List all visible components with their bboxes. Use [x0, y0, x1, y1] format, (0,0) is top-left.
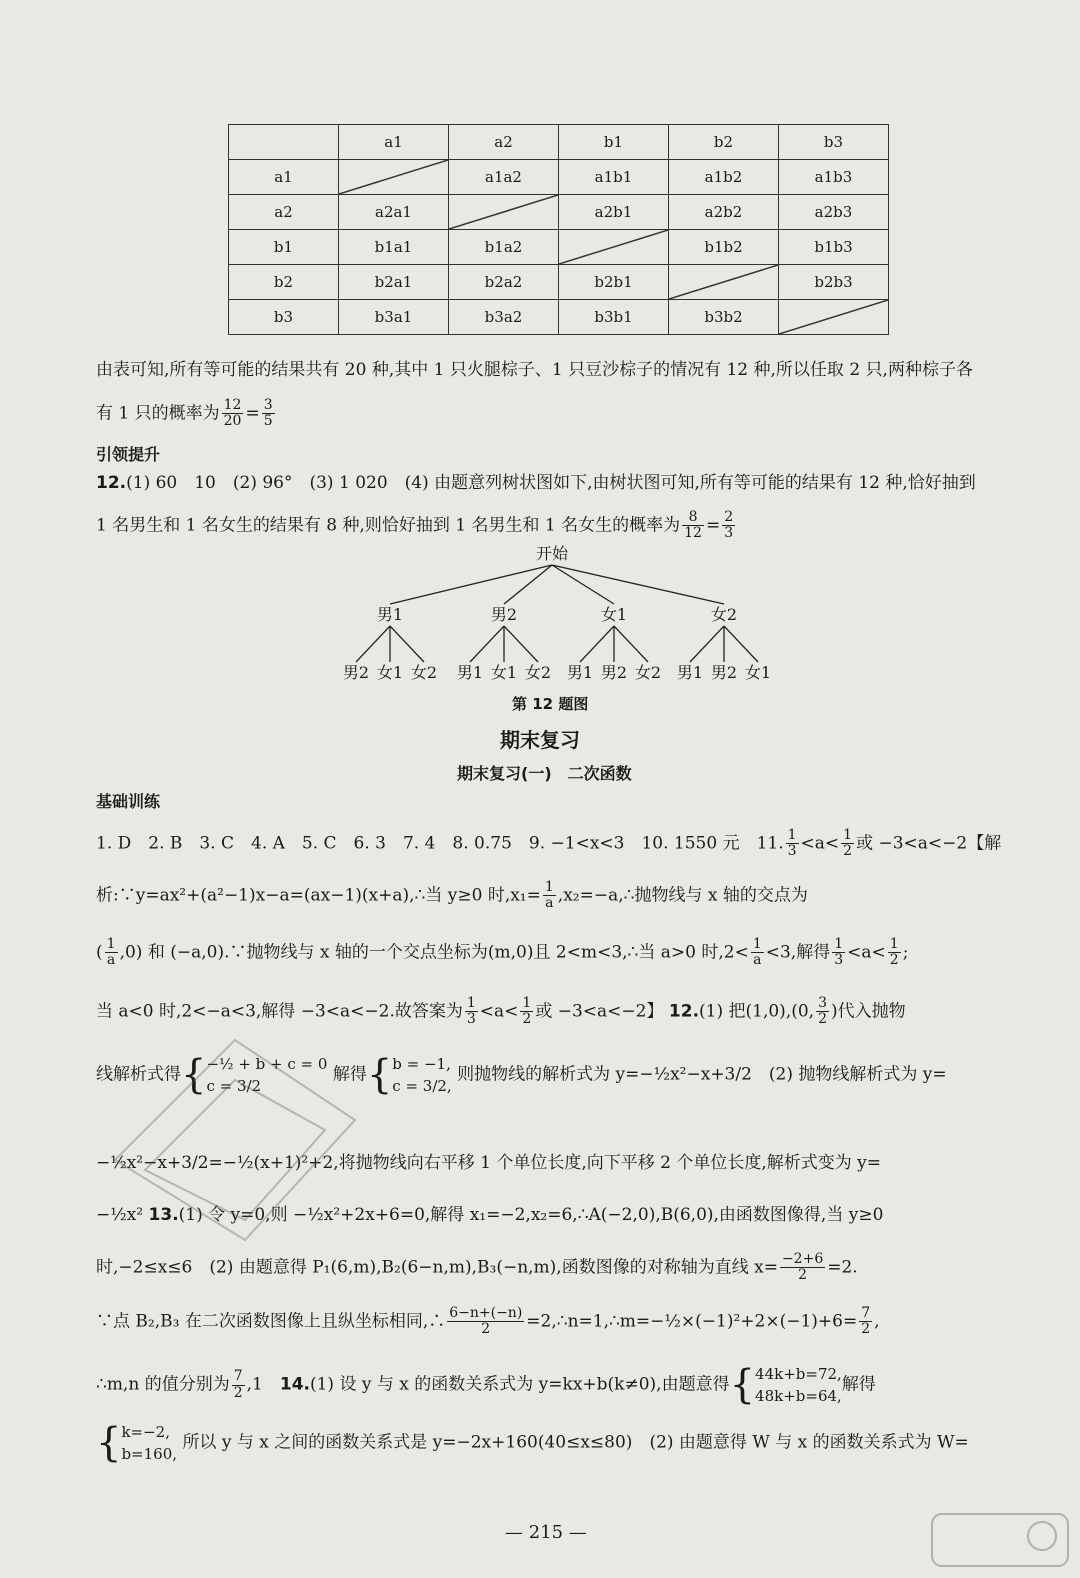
answers-line6: −½x²−x+3/2=−½(x+1)²+2,将抛物线向右平移 1 个单位长度,向下平移 2 个单位长度,解析式变为 y= [96, 1153, 882, 1173]
tree-node-level2: 女1 [490, 663, 518, 682]
table-conclusion-line2: 有 1 只的概率为 $\frac{12}{20}$ = $\frac{3}{5}$ [96, 397, 273, 430]
tree-diagram [300, 545, 780, 690]
tree-branch [552, 565, 614, 604]
tree-caption: 第 12 题图 [512, 695, 589, 713]
fraction: $\frac{2}{3}$ [724, 509, 734, 542]
fraction: $\frac{6-n+(-n)}{2}$ [449, 1305, 523, 1338]
table-diagonal-cell [559, 230, 669, 265]
answers-line3: ( $\frac{1}{a}$ ,0) 和 (−a,0).∵抛物线与 x 轴的一个交点坐标为(m,0)且 2<m<3,∴当 a>0 时,2< $\frac{1}{a}$ <3,解得 $\frac{1}{3}$ <a< $\frac{1}{2}$ ; [96, 936, 909, 969]
table-cell: a1 [339, 125, 449, 160]
table-row [229, 160, 889, 195]
table-cell: b2b3 [779, 265, 889, 300]
tree-node-level2: 女1 [376, 663, 404, 682]
tree-node-level2: 男1 [676, 663, 704, 682]
fraction: $\frac{1}{2}$ [522, 995, 532, 1028]
tree-node-level1: 男1 [376, 605, 404, 624]
q12-line2: 1 名男生和 1 名女生的结果有 8 种,则恰好抽到 1 名男生和 1 名女生的概率为 $\frac{8}{12}$ = $\frac{2}{3}$ [96, 509, 734, 542]
tree-branch [724, 626, 758, 662]
table-cell: a2b2 [669, 195, 779, 230]
table-cell: a1b2 [669, 160, 779, 195]
table-cell: a2b3 [779, 195, 889, 230]
table-diagonal-cell [449, 195, 559, 230]
table-cell: b1b3 [779, 230, 889, 265]
fraction: $\frac{3}{5}$ [263, 397, 273, 430]
sub-heading: 期末复习(一) 二次函数 [457, 764, 632, 783]
table-cell: b2 [229, 265, 339, 300]
fraction: $\frac{1}{a}$ [106, 936, 116, 969]
tree-branch [470, 626, 504, 662]
fraction: $\frac{3}{2}$ [818, 995, 827, 1028]
answers-line8: 时,−2≤x≤6 (2) 由题意得 P₁(6,m),B₂(6−n,m),B₃(−n,m),函数图像的对称轴为直线 x= $\frac{-2+6}{2}$ =2. [96, 1251, 858, 1284]
stamp-overlay [95, 1000, 395, 1250]
tree-node-level2: 男1 [456, 663, 484, 682]
answers-line4: 当 a<0 时,2<−a<3,解得 −3<a<−2.故答案为 $\frac{1}{3}$ <a< $\frac{1}{2}$ 或 −3<a<−2】 12.(1) 把(1,0),(0, $\frac{3}{2}$ )代入抛物 [96, 995, 906, 1028]
tree-node-level2: 男2 [342, 663, 370, 682]
fraction: $\frac{7}{2}$ [233, 1368, 243, 1401]
answers-line11: {k=−2, b=160, 所以 y 与 x 之间的函数关系式是 y=−2x+160(40≤x≤80) (2) 由题意得 W 与 x 的函数关系式为 W= [96, 1420, 969, 1466]
table-cell: b1b2 [669, 230, 779, 265]
table-row [229, 300, 889, 335]
tree-node-level1: 男2 [490, 605, 518, 624]
fraction: $\frac{1}{3}$ [787, 827, 797, 860]
tree-node-level2: 女2 [410, 663, 438, 682]
table-cell: a1b3 [779, 160, 889, 195]
table-cell: a1b1 [559, 160, 669, 195]
tree-node-level2: 男2 [600, 663, 628, 682]
tree-node-level2: 女1 [744, 663, 772, 682]
table-cell: a2b1 [559, 195, 669, 230]
table-cell: a1a2 [449, 160, 559, 195]
tree-node-level2: 男1 [566, 663, 594, 682]
tree-node-level2: 女2 [634, 663, 662, 682]
tree-branch [690, 626, 724, 662]
tree-root: 开始 [535, 545, 569, 563]
table-cell: b2a2 [449, 265, 559, 300]
fraction: $\frac{1}{a}$ [544, 879, 554, 912]
table-corner-cell [229, 125, 339, 160]
page-number: — 215 — [505, 1522, 587, 1543]
tree-branch [356, 626, 390, 662]
table-cell: b3 [779, 125, 889, 160]
fraction: $\frac{1}{2}$ [843, 827, 853, 860]
table-diagonal-cell [339, 160, 449, 195]
q12-line1: 12.(1) 60 10 (2) 96° (3) 1 020 (4) 由题意列树状图如下,由树状图可知,所有等可能的结果有 12 种,恰好抽到 [96, 473, 976, 493]
table-cell: b1 [229, 230, 339, 265]
table-diagonal-cell [669, 265, 779, 300]
fraction: $\frac{1}{2}$ [889, 936, 899, 969]
table-cell: b3 [229, 300, 339, 335]
tree-node-level1: 女2 [710, 605, 738, 624]
tree-node-level2: 女2 [524, 663, 552, 682]
table-cell: a2 [449, 125, 559, 160]
table-cell: b3b1 [559, 300, 669, 335]
tree-branch [552, 565, 724, 604]
table-cell: a1 [229, 160, 339, 195]
table-row [229, 195, 889, 230]
table-cell: b1 [559, 125, 669, 160]
table-cell: a2a1 [339, 195, 449, 230]
answers-line1: 1. D 2. B 3. C 4. A 5. C 6. 3 7. 4 8. 0.75 9. −1<x<3 10. 1550 元 11. $\frac{1}{3}$ <a< $\frac{1}{2}$ 或 −3<a<−2【解 [96, 827, 1002, 860]
table-cell: b3b2 [669, 300, 779, 335]
tree-branch [504, 626, 538, 662]
table-cell: b2b1 [559, 265, 669, 300]
fraction: $\frac{7}{2}$ [861, 1305, 871, 1338]
answers-line9: ∵点 B₂,B₃ 在二次函数图像上且纵坐标相同,∴ $\frac{6-n+(-n)}{2}$ =2,∴n=1,∴m=−½×(−1)²+2×(−1)+6= $\frac{7}{2}$ , [96, 1305, 880, 1338]
table-header-row [229, 125, 889, 160]
answers-line5: 线解析式得{−½ + b + c = 0 c = 3/2 解得{b = −1, c = 3/2, 则抛物线的解析式为 y=−½x²−x+3/2 (2) 抛物线解析式为 y= [96, 1052, 947, 1098]
tree-node-level2: 男2 [710, 663, 738, 682]
fraction: $\frac{12}{20}$ [223, 397, 242, 430]
tree-branch [390, 626, 424, 662]
table-cell: b3a2 [449, 300, 559, 335]
table-cell: b1a1 [339, 230, 449, 265]
table-row [229, 230, 889, 265]
table-cell: b2a1 [339, 265, 449, 300]
table-cell: b3a1 [339, 300, 449, 335]
table-cell: b2 [669, 125, 779, 160]
table-conclusion-line1: 由表可知,所有等可能的结果共有 20 种,其中 1 只火腿棕子、1 只豆沙棕子的情况有 12 种,所以任取 2 只,两种棕子各 [96, 360, 973, 380]
main-heading: 期末复习 [500, 728, 580, 752]
table-diagonal-cell [779, 300, 889, 335]
fraction: $\frac{8}{12}$ [684, 509, 702, 542]
basic-training-heading: 基础训练 [96, 792, 161, 811]
fraction: $\frac{-2+6}{2}$ [781, 1251, 824, 1284]
tree-branch [580, 626, 614, 662]
fraction: $\frac{1}{3}$ [834, 936, 844, 969]
tree-branch [614, 626, 648, 662]
fraction: $\frac{1}{a}$ [752, 936, 762, 969]
section-lead-heading: 引领提升 [96, 445, 161, 464]
fraction: $\frac{1}{3}$ [466, 995, 476, 1028]
answers-line7: −½x² 13.(1) 令 y=0,则 −½x²+2x+6=0,解得 x₁=−2,x₂=6,∴A(−2,0),B(6,0),由函数图像得,当 y≥0 [96, 1205, 884, 1225]
answers-line2: 析:∵y=ax²+(a²−1)x−a=(ax−1)(x+a),∴当 y≥0 时,x₁= $\frac{1}{a}$ ,x₂=−a,∴抛物线与 x 轴的交点为 [96, 879, 808, 912]
tree-node-level1: 女1 [600, 605, 628, 624]
answers-line10: ∴m,n 的值分别为 $\frac{7}{2}$ ,1 14.(1) 设 y 与 x 的函数关系式为 y=kx+b(k≠0),由题意得{44k+b=72, 48k+b=64,解得 [96, 1362, 876, 1408]
watermark-logo [930, 1510, 1070, 1570]
table-cell: b1a2 [449, 230, 559, 265]
table-cell: a2 [229, 195, 339, 230]
table-row [229, 265, 889, 300]
outcome-table [228, 124, 889, 335]
